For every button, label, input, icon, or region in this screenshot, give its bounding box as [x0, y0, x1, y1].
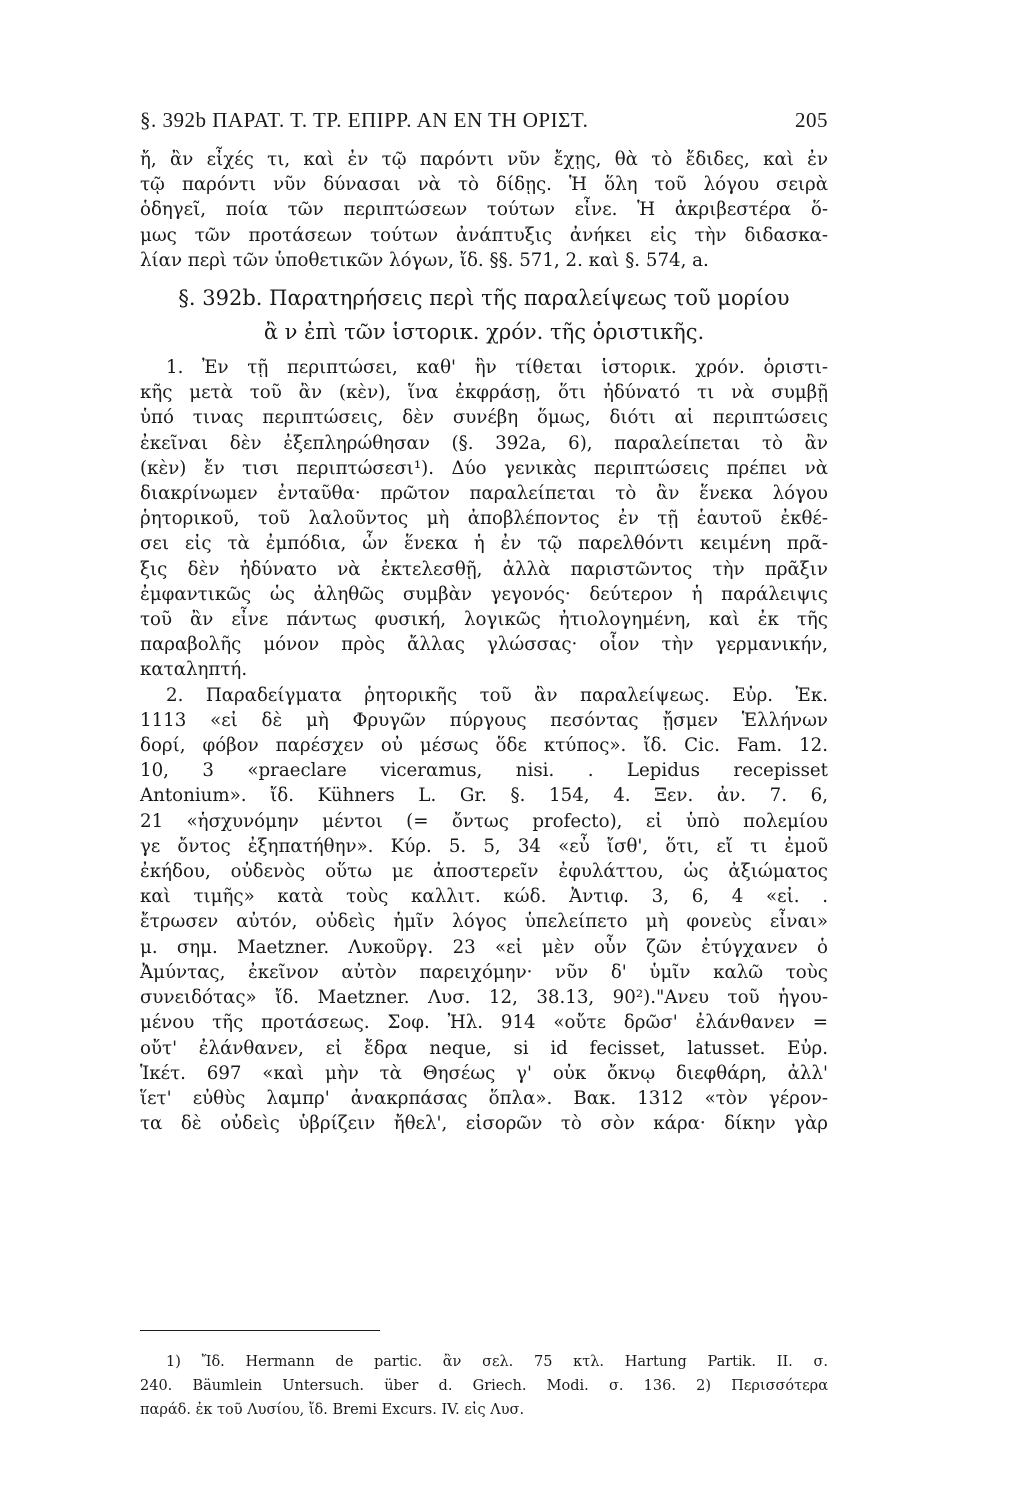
running-title: §. 392b ΠΑΡΑΤ. Τ. ΤΡ. ΕΠΙΡΡ. ΑΝ ΕΝ ΤΗ ΟΡΙΣΤ. — [140, 108, 589, 132]
heading-line: §. 392b. Παρατηρήσεις περὶ τῆς παραλείψεως τοῦ μορίου — [178, 286, 790, 311]
text-line: ἐκεῖναι δὲν ἐξεπληρώθησαν (§. 392a, 6), παραλείπεται τὸ ἂν — [140, 432, 828, 454]
text-line: 2. Παραδείγματα ῥητορικῆς τοῦ ἂν παραλείψεως. Εὐρ. Ἑκ. — [166, 684, 828, 706]
text-line: 10, 3 «praeclare vicerαmus, nisi. . Lepidus recepisset — [140, 760, 828, 782]
text-line: ὑπό τινας περιπτώσεις, δὲν συνέβη ὅμως, διότι αἱ περιπτώσεις — [140, 407, 828, 429]
footnote-line: 240. Bäumlein Untersuch. über d. Griech. Modi. σ. 136. 2) Περισσότερα — [140, 1378, 828, 1394]
text-line: μένου τῆς προτάσεως. Σοφ. Ἠλ. 914 «οὔτε δρῶσ' ἐλάνθανεν = — [140, 1012, 828, 1034]
text-line: ῥητορικοῦ, τοῦ λαλοῦντος μὴ ἀποβλέποντος ἐν τῇ ἑαυτοῦ ἐκθέ- — [140, 508, 828, 530]
text-line: παραβολῆς μόνον πρὸς ἄλλας γλώσσας· οἷον τὴν γερμανικήν, — [140, 634, 828, 656]
text-line: δορί, φόβον παρέσχεν οὐ μέσως ὅδε κτύπος». ἴδ. Cic. Fam. 12. — [140, 735, 828, 757]
section-heading — [140, 281, 828, 349]
paragraph-2 — [140, 683, 828, 1137]
text-line: (κὲν) ἔν τισι περιπτώσεσι¹). Δύο γενικὰς περιπτώσεις πρέπει νὰ — [140, 457, 828, 479]
text-line: 1113 «εἰ δὲ μὴ Φρυγῶν πύργους πεσόντας ᾔσμεν Ἑλλήνων — [140, 709, 828, 731]
text-line: ξις δὲν ἠδύνατο νὰ ἐκτελεσθῇ, ἀλλὰ παριστῶντος τὴν πρᾶξιν — [140, 558, 828, 580]
text-line: καὶ τιμῆς» κατὰ τοὺς καλλιτ. κώδ. Ἀντιφ. 3, 6, 4 «εἰ. . — [140, 886, 828, 908]
text-line: μως τῶν προτάσεων τούτων ἀνάπτυξις ἀνήκει εἰς τὴν διδασκα- — [140, 224, 828, 246]
text-line: ἐκήδου, οὐδενὸς οὕτω με ἀποστερεῖν ἐφυλάττου, ὡς ἀξιώματος — [140, 861, 828, 883]
text-line: ἵετ' εὐθὺς λαμπρ' ἀνακρπάσας ὅπλα». Βακ. 1312 «τὸν γέρον- — [140, 1087, 828, 1109]
text-line: τοῦ ἂν εἶνε πάντως φυσική, λογικῶς ἠτιολογημένη, καὶ ἐκ τῆς — [140, 609, 828, 631]
text-line: ἐμφαντικῶς ὡς ἀληθῶς συμβὰν γεγονός· δεύτερον ἡ παράλειψις — [140, 583, 828, 605]
text-line: ὁδηγεῖ, ποία τῶν περιπτώσεων τούτων εἶνε. Ἡ ἀκριβεστέρα ὅ- — [140, 199, 828, 221]
text-line: τα δὲ οὐδεὶς ὑβρίζειν ἤθελ', εἰσορῶν τὸ σὸν κάρα· δίκην γὰρ — [140, 1113, 828, 1135]
text-line: 21 «ἡσχυνόμην μέντοι (= ὄντως profecto), εἰ ὑπὸ πολεμίου — [140, 810, 828, 832]
text-line: σει εἰς τὰ ἐμπόδια, ὧν ἕνεκα ἡ ἐν τῷ παρελθόντι κειμένη πρᾶ- — [140, 533, 828, 555]
page-number: 205 — [795, 108, 828, 132]
text-line: διακρίνωμεν ἐνταῦθα· πρῶτον παραλείπεται τὸ ἂν ἕνεκα λόγου — [140, 483, 828, 505]
heading-line: ἂ ν ἐπὶ τῶν ἱστορικ. χρόν. τῆς ὁριστικῆς. — [263, 320, 705, 345]
text-line: συνειδότας» ἴδ. Maetzner. Λυσ. 12, 38.13, 90²)."Ανευ τοῦ ἡγου- — [140, 987, 828, 1009]
text-line: καταληπτή. — [140, 659, 248, 681]
text-line: Ἱκέτ. 697 «καὶ μὴν τὰ Θησέως γ' οὐκ ὄκνῳ διεφθάρη, ἀλλ' — [140, 1062, 828, 1084]
footnote-line: 1) Ἴδ. Hermann de partic. ἂν σελ. 75 κτλ. Hartung Partik. II. σ. — [166, 1354, 828, 1370]
text-line: οὔτ' ἐλάνθανεν, εἰ ἔδρα neque, si id fecisset, latusset. Εὐρ. — [140, 1037, 828, 1059]
text-line: 1. Ἐν τῇ περιπτώσει, καθ' ἣν τίθεται ἱστορικ. χρόν. ὁριστι- — [166, 357, 828, 379]
text-line: ἔτρωσεν αὐτόν, οὐδεὶς ἡμῖν λόγος ὑπελείπετο μὴ φονεὺς εἶναι» — [140, 911, 828, 933]
running-header — [140, 108, 828, 133]
footnote-divider — [140, 1330, 380, 1331]
text-line: Antonium». ἴδ. Kühners L. Gr. §. 154, 4. Ξεν. ἀν. 7. 6, — [140, 785, 828, 807]
text-line: λίαν περὶ τῶν ὑποθετικῶν λόγων, ἴδ. §§. 571, 2. καὶ §. 574, a. — [140, 249, 709, 271]
intro-paragraph — [140, 147, 828, 273]
text-line: τῷ παρόντι νῦν δύνασαι νὰ τὸ δίδῃς. Ἡ ὅλη τοῦ λόγου σειρὰ — [140, 174, 828, 196]
footnotes — [140, 1350, 828, 1422]
text-line: Ἀμύντας, ἐκεῖνον αὐτὸν παρειχόμην· νῦν δ' ὑμῖν καλῶ τοὺς — [140, 961, 828, 983]
text-line: μ. σημ. Maetzner. Λυκοῦργ. 23 «εἰ μὲν οὖν ζῶν ἐτύγχανεν ὁ — [140, 936, 828, 958]
page-body — [140, 108, 828, 1136]
text-line: γε ὄντος ἐξηπατήθην». Κύρ. 5. 5, 34 «εὖ ἴσθ', ὅτι, εἴ τι ἐμοῦ — [140, 835, 828, 857]
footnote-line: παράδ. ἐκ τοῦ Λυσίου, ἴδ. Bremi Excurs. IV. εἰς Λυσ. — [140, 1402, 525, 1418]
paragraph-1 — [140, 355, 828, 683]
text-line: ἤ, ἂν εἶχές τι, καὶ ἐν τῷ παρόντι νῦν ἔχῃς, θὰ τὸ ἔδιδες, καὶ ἐν — [140, 149, 828, 170]
text-line: κῆς μετὰ τοῦ ἂν (κὲν), ἵνα ἐκφράσῃ, ὅτι ἠδύνατό τι νὰ συμβῇ — [140, 382, 828, 404]
